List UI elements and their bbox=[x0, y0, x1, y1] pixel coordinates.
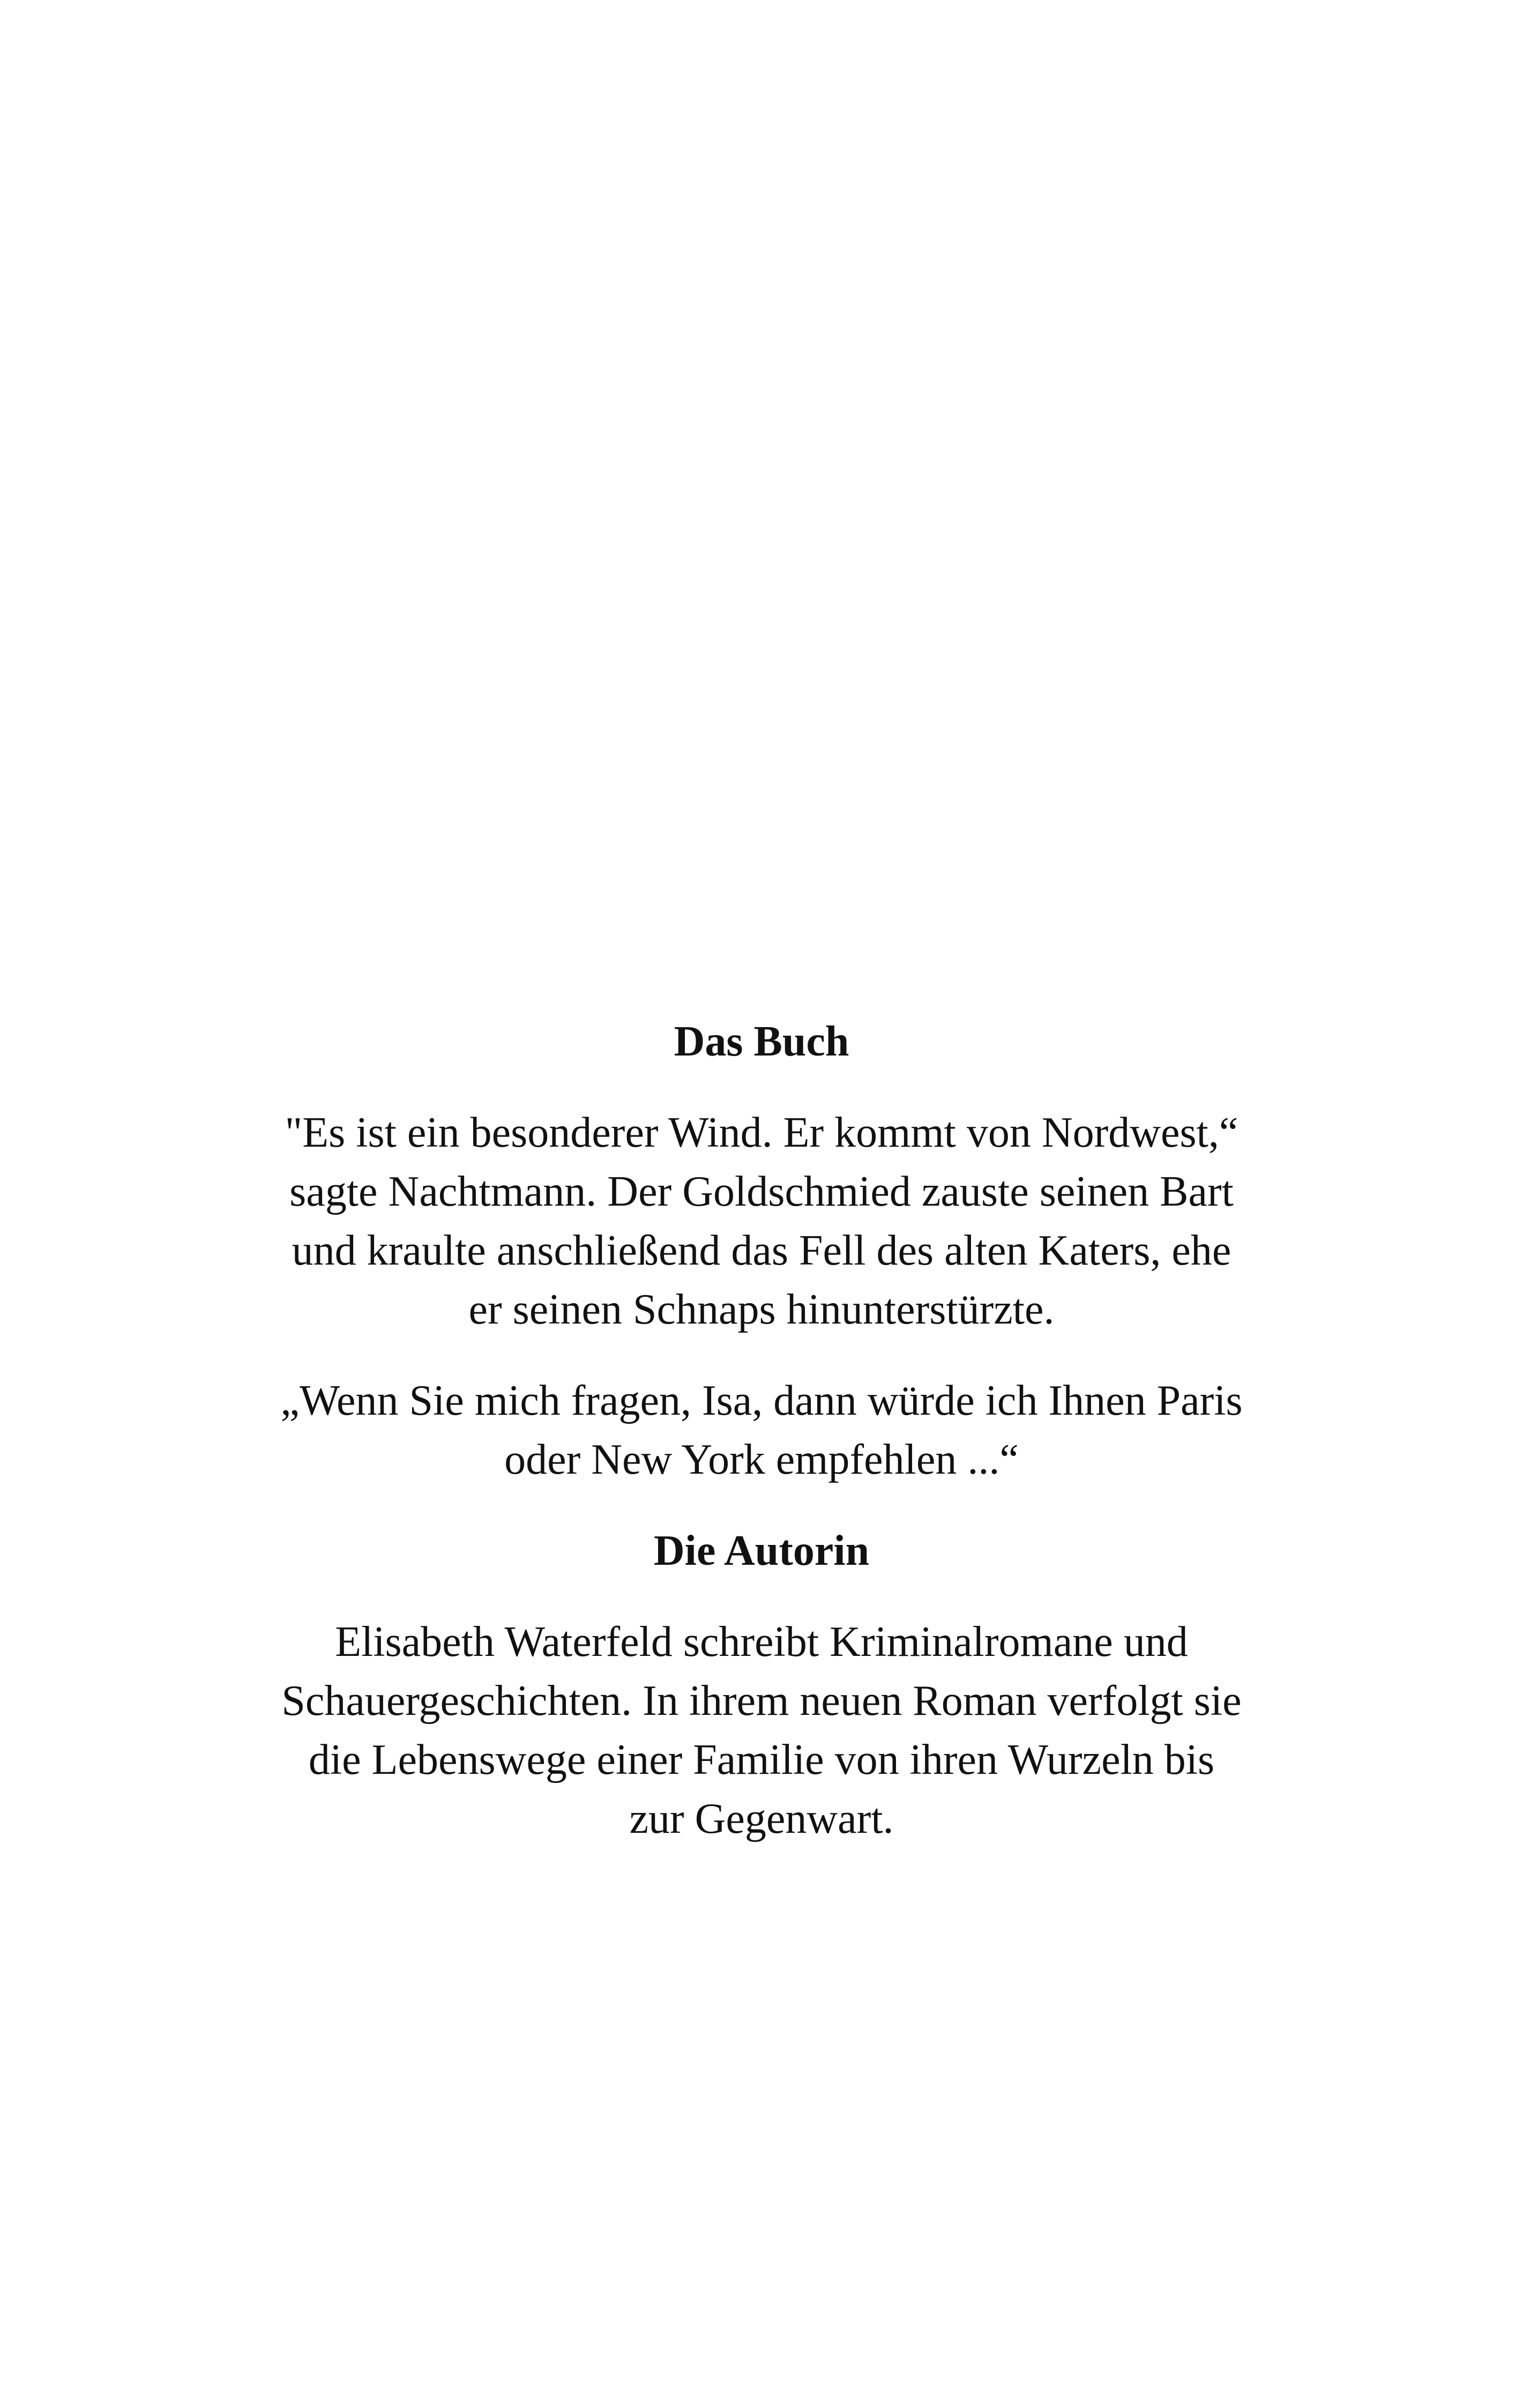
text-line: und kraulte anschließend das Fell des alten Katers, ehe bbox=[292, 1227, 1231, 1274]
text-line: sagte Nachtmann. Der Goldschmied zauste seinen Bart bbox=[289, 1168, 1234, 1215]
text-line: die Lebenswege einer Familie von ihren Wurzeln bis bbox=[308, 1736, 1215, 1783]
text-line: „Wenn Sie mich fragen, Isa, dann würde ich Ihnen Paris bbox=[280, 1377, 1243, 1424]
book-quote-paragraph-1 bbox=[177, 1103, 1346, 1339]
text-line: oder New York empfehlen ...“ bbox=[504, 1436, 1019, 1483]
text-line: er seinen Schnaps hinunterstürzte. bbox=[468, 1286, 1055, 1333]
text-line: "Es ist ein besonderer Wind. Er kommt von Nordwest,“ bbox=[285, 1109, 1238, 1156]
book-quote-paragraph-2 bbox=[177, 1371, 1346, 1489]
book-heading: Das Buch bbox=[674, 1018, 849, 1065]
author-bio-paragraph bbox=[177, 1612, 1346, 1848]
author-heading: Die Autorin bbox=[653, 1527, 870, 1574]
text-line: zur Gegenwart. bbox=[629, 1795, 894, 1842]
text-line: Elisabeth Waterfeld schreibt Kriminalromane und bbox=[335, 1618, 1188, 1666]
blurb-content bbox=[177, 1012, 1346, 1848]
text-line: Schauergeschichten. In ihrem neuen Roman verfolgt sie bbox=[281, 1677, 1242, 1725]
